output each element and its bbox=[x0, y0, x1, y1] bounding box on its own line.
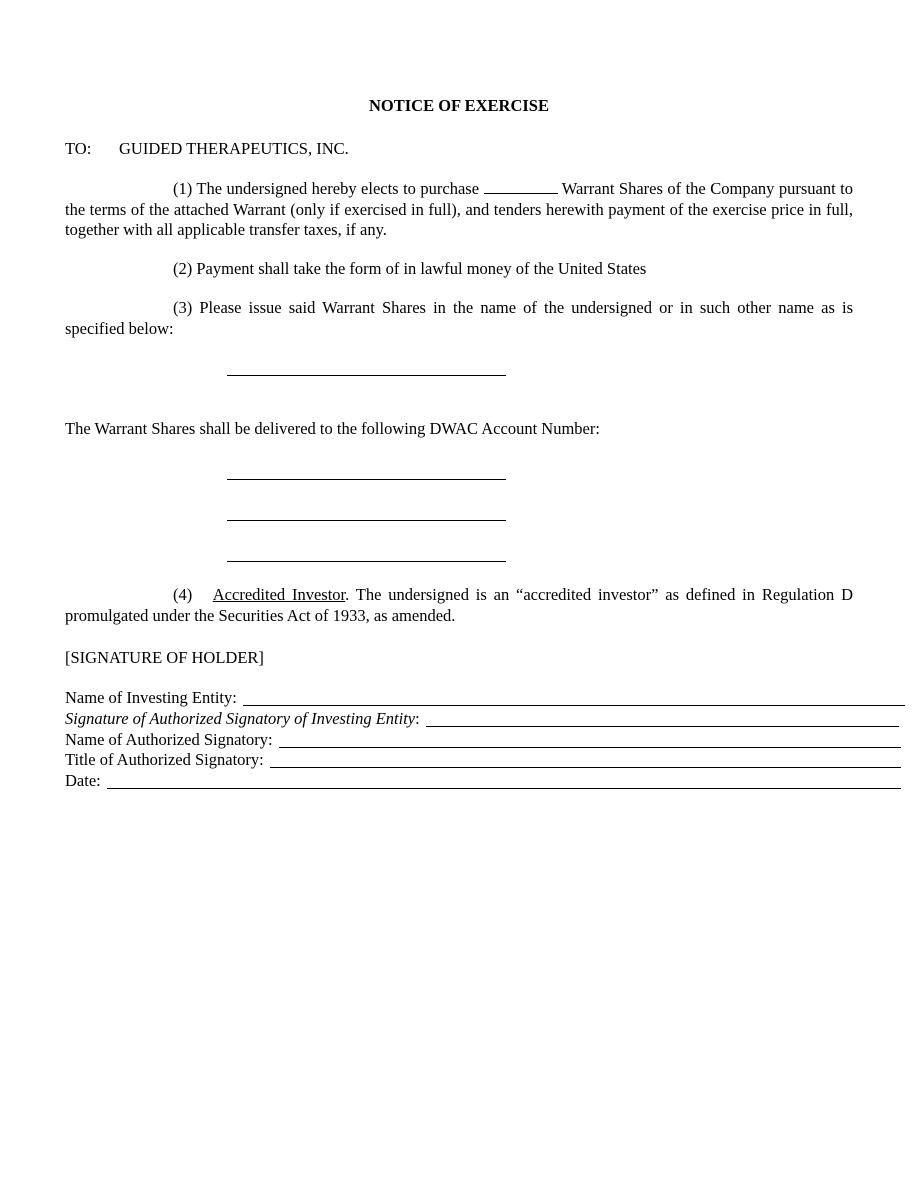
paragraph-1-text-after: Warrant Shares of the Company pursuant to the terms of the attached Warrant (only if exercised in full), and tenders herewith payment of the exercise price in full, together with all applicable transfer taxes, if any. bbox=[65, 179, 854, 239]
date-row bbox=[65, 771, 901, 792]
issue-name-field[interactable] bbox=[227, 375, 506, 376]
paragraph-2 bbox=[65, 259, 853, 280]
dwac-account-field-1[interactable] bbox=[227, 479, 506, 480]
paragraph-1-text-before: (1) The undersigned hereby elects to purchase bbox=[173, 179, 480, 198]
paragraph-4-number: (4) bbox=[173, 585, 193, 604]
dwac-account-field-2[interactable] bbox=[227, 520, 506, 521]
authorized-signatory-name-field[interactable] bbox=[279, 746, 901, 748]
signature-label-colon: : bbox=[415, 709, 420, 728]
investing-entity-field[interactable] bbox=[243, 704, 905, 706]
recipient-line bbox=[65, 138, 349, 159]
signature-label: Signature of Authorized Signatory of Investing Entity bbox=[65, 709, 416, 728]
accredited-investor-heading: Accredited Investor bbox=[212, 585, 346, 604]
investing-entity-label: Name of Investing Entity: bbox=[65, 688, 237, 707]
dwac-paragraph bbox=[65, 419, 853, 440]
signature-field[interactable] bbox=[426, 725, 899, 727]
signature-heading: [SIGNATURE OF HOLDER] bbox=[65, 648, 264, 667]
document-title: NOTICE OF EXERCISE bbox=[368, 96, 549, 115]
paragraph-2-text: (2) Payment shall take the form of in lawful money of the United States bbox=[173, 259, 647, 278]
dwac-account-field-3[interactable] bbox=[227, 561, 506, 562]
authorized-signatory-name-row bbox=[65, 730, 901, 751]
authorized-signatory-title-field[interactable] bbox=[270, 766, 901, 768]
authorized-signatory-name-label: Name of Authorized Signatory: bbox=[65, 730, 273, 749]
paragraph-1 bbox=[65, 179, 853, 241]
authorized-signatory-title-label: Title of Authorized Signatory: bbox=[65, 750, 264, 769]
warrant-shares-quantity-field[interactable] bbox=[484, 179, 558, 194]
paragraph-4 bbox=[65, 585, 853, 626]
paragraph-3-text: (3) Please issue said Warrant Shares in the name of the undersigned or in such other name as is specified below: bbox=[65, 298, 853, 338]
date-label: Date: bbox=[65, 771, 101, 790]
investing-entity-row bbox=[65, 688, 905, 709]
recipient-name: GUIDED THERAPEUTICS, INC. bbox=[119, 139, 349, 158]
dwac-text: The Warrant Shares shall be delivered to the following DWAC Account Number: bbox=[65, 419, 600, 438]
to-label: TO: bbox=[65, 139, 92, 158]
paragraph-3 bbox=[65, 298, 853, 339]
authorized-signatory-title-row bbox=[65, 750, 901, 771]
paragraph-4-text: . The undersigned is an “accredited investor” as defined in Regulation D promulgated under the Securities Act of 1933, as amended. bbox=[65, 585, 854, 625]
date-field[interactable] bbox=[107, 787, 901, 789]
signature-row bbox=[65, 709, 899, 730]
